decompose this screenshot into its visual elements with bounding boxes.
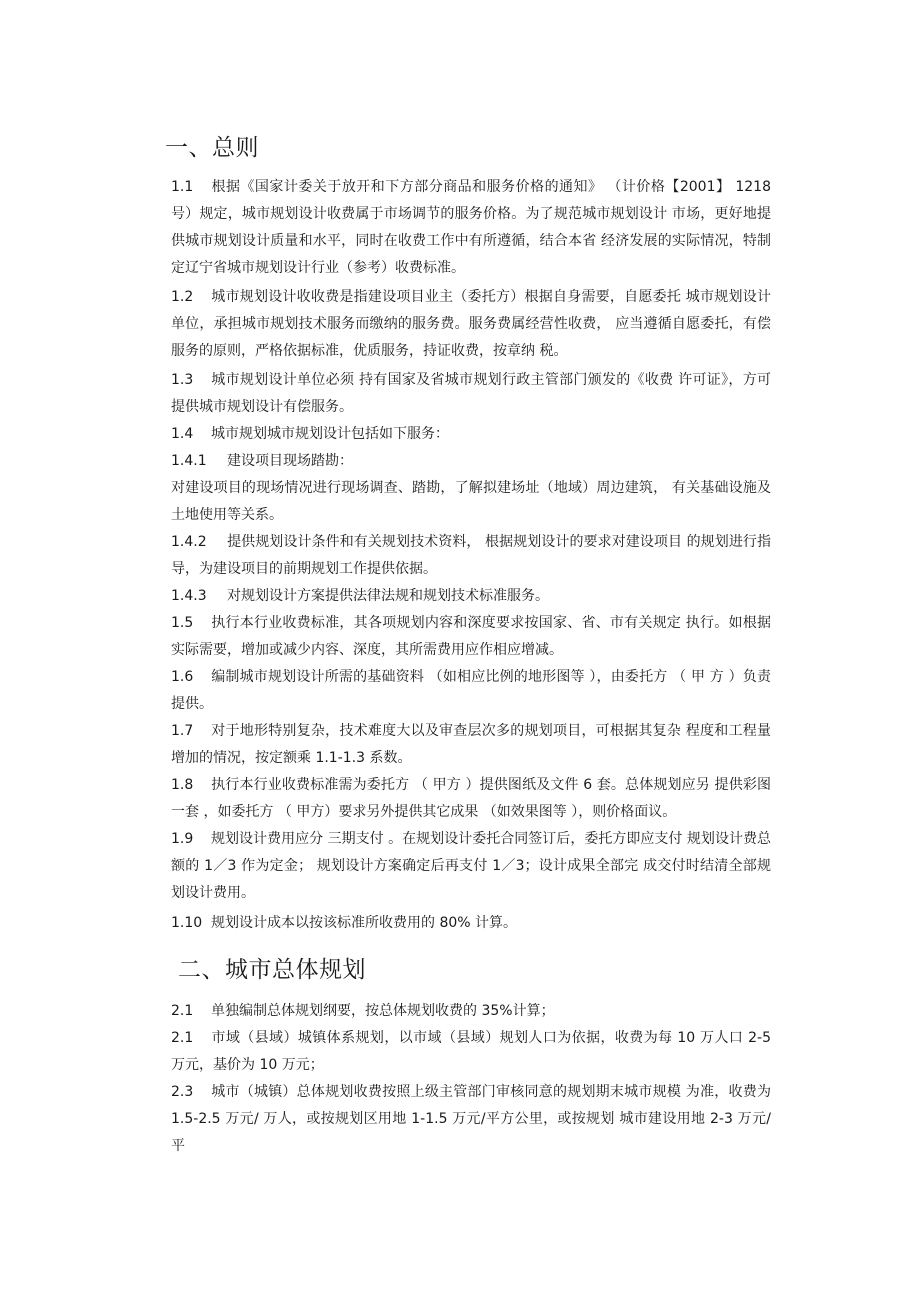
para-text: 单独编制总体规划纲要，按总体规划收费的 35%计算； [211, 1003, 555, 1019]
para-text: 建设项目现场踏勘： [227, 453, 353, 469]
paragraph-1-4-1-detail [171, 475, 771, 529]
paragraph-1-4-3 [171, 583, 771, 610]
paragraph-1-8 [171, 772, 771, 826]
paragraph-1-5 [171, 610, 771, 664]
section-1-heading: 一、总则 [165, 135, 259, 161]
para-text: 编制城市规划设计所需的基础资料 （如相应比例的地形图等 ），由委托方 （ 甲 方 ）负责提供。 [171, 669, 771, 712]
paragraph-1-6 [171, 664, 771, 718]
para-text: 提供规划设计条件和有关规划技术资料， 根据规划设计的要求对建设项目 的规划进行指导，为建设项目的前期规划工作提供依据。 [171, 534, 771, 577]
para-text: 对于地形特别复杂，技术难度大以及审查层次多的规划项目，可根据其复杂 程度和工程量增加的情况，按定额乘 1.1-1.3 系数。 [171, 723, 771, 766]
para-text: 对建设项目的现场情况进行现场调查、踏勘，了解拟建场址（地域）周边建筑， 有关基础设施及土地使用等关系。 [171, 480, 771, 523]
para-text: 对规划设计方案提供法律法规和规划技术标准服务。 [227, 588, 549, 604]
para-text: 市域（县域）城镇体系规划，以市域（县域）规划人口为依据，收费为每 10 万人口 2-5 万元，基价为 10 万元； [171, 1030, 771, 1073]
para-number: 2.1 [171, 1030, 194, 1046]
paragraph-1-4-1 [171, 448, 771, 475]
para-text: 规划设计费用应分 三期支付 。在规划设计委托合同签订后，委托方即应支付 规划设计费总额的 1／3 作为定金； 规划设计方案确定后再支付 1／3；设计成果全部完 成交付时结清全部规划设计费用。 [171, 831, 771, 901]
para-number: 1.1 [171, 179, 194, 195]
paragraph-1-2 [171, 284, 771, 365]
para-number: 1.6 [171, 669, 194, 685]
para-number: 1.4.3 [171, 588, 207, 604]
paragraph-1-4 [171, 421, 771, 448]
para-text: 城市规划设计单位必须 持有国家及省城市规划行政主管部门颁发的《收费 许可证》，方可提供城市规划设计有偿服务。 [171, 372, 771, 415]
para-number: 1.4.1 [171, 453, 207, 469]
para-number: 1.2 [171, 289, 194, 305]
paragraph-2-1 [171, 998, 771, 1025]
para-number: 1.7 [171, 723, 194, 739]
para-number: 1.4 [171, 426, 194, 442]
paragraph-1-10 [171, 910, 771, 937]
paragraph-1-9 [171, 826, 771, 907]
paragraph-1-1 [171, 174, 771, 282]
paragraph-2-3 [171, 1079, 771, 1160]
paragraph-1-3 [171, 367, 771, 421]
para-text: 执行本行业收费标准需为委托方 （ 甲方 ）提供图纸及文件 6 套。总体规划应另 提供彩图一套 ，如委托方 （ 甲方）要求另外提供其它成果 （如效果图等 ），则价格面议。 [171, 777, 771, 820]
para-text: 规划设计成本以按该标准所收费用的 80% 计算。 [211, 915, 518, 931]
para-number: 1.3 [171, 372, 194, 388]
para-text: 城市规划城市规划设计包括如下服务： [211, 426, 449, 442]
para-text: 城市规划设计收收费是指建设项目业主（委托方）根据自身需要，自愿委托 城市规划设计单位，承担城市规划技术服务而缴纳的服务费。服务费属经营性收费， 应当遵循自愿委托，有偿服务的原则，严格依据标准，优质服务，持证收费，按章纳 税。 [171, 289, 771, 359]
paragraph-1-7 [171, 718, 771, 772]
para-number: 1.8 [171, 777, 194, 793]
section-2-heading: 二、城市总体规划 [178, 957, 366, 983]
para-text: 城市（城镇）总体规划收费按照上级主管部门审核同意的规划期末城市规模 为准，收费为 1.5-2.5 万元/ 万人，或按规划区用地 1-1.5 万元/平方公里，或按规划 城市建设用地 2-3 万元/ 平 [171, 1084, 771, 1154]
paragraph-1-4-2 [171, 529, 771, 583]
para-number: 2.1 [171, 1003, 194, 1019]
para-number: 1.4.2 [171, 534, 207, 550]
para-number: 1.5 [171, 615, 194, 631]
para-number: 2.3 [171, 1084, 194, 1100]
para-text: 执行本行业收费标准，其各项规划内容和深度要求按国家、省、市有关规定 执行。如根据实际需要，增加或减少内容、深度，其所需费用应作相应增减。 [171, 615, 771, 658]
para-number: 1.10 [171, 915, 203, 931]
para-number: 1.9 [171, 831, 194, 847]
paragraph-2-1b [171, 1025, 771, 1079]
para-text: 根据《国家计委关于放开和下方部分商品和服务价格的通知》 （计价格【2001】 1218 号）规定，城市规划设计收费属于市场调节的服务价格。为了规范城市规划设计 市场，更好地提供城市规划设计质量和水平，同时在收费工作中有所遵循，结合本省 经济发展的实际情况，特制定辽宁省城市规划设计行业（参考）收费标准。 [171, 179, 771, 276]
